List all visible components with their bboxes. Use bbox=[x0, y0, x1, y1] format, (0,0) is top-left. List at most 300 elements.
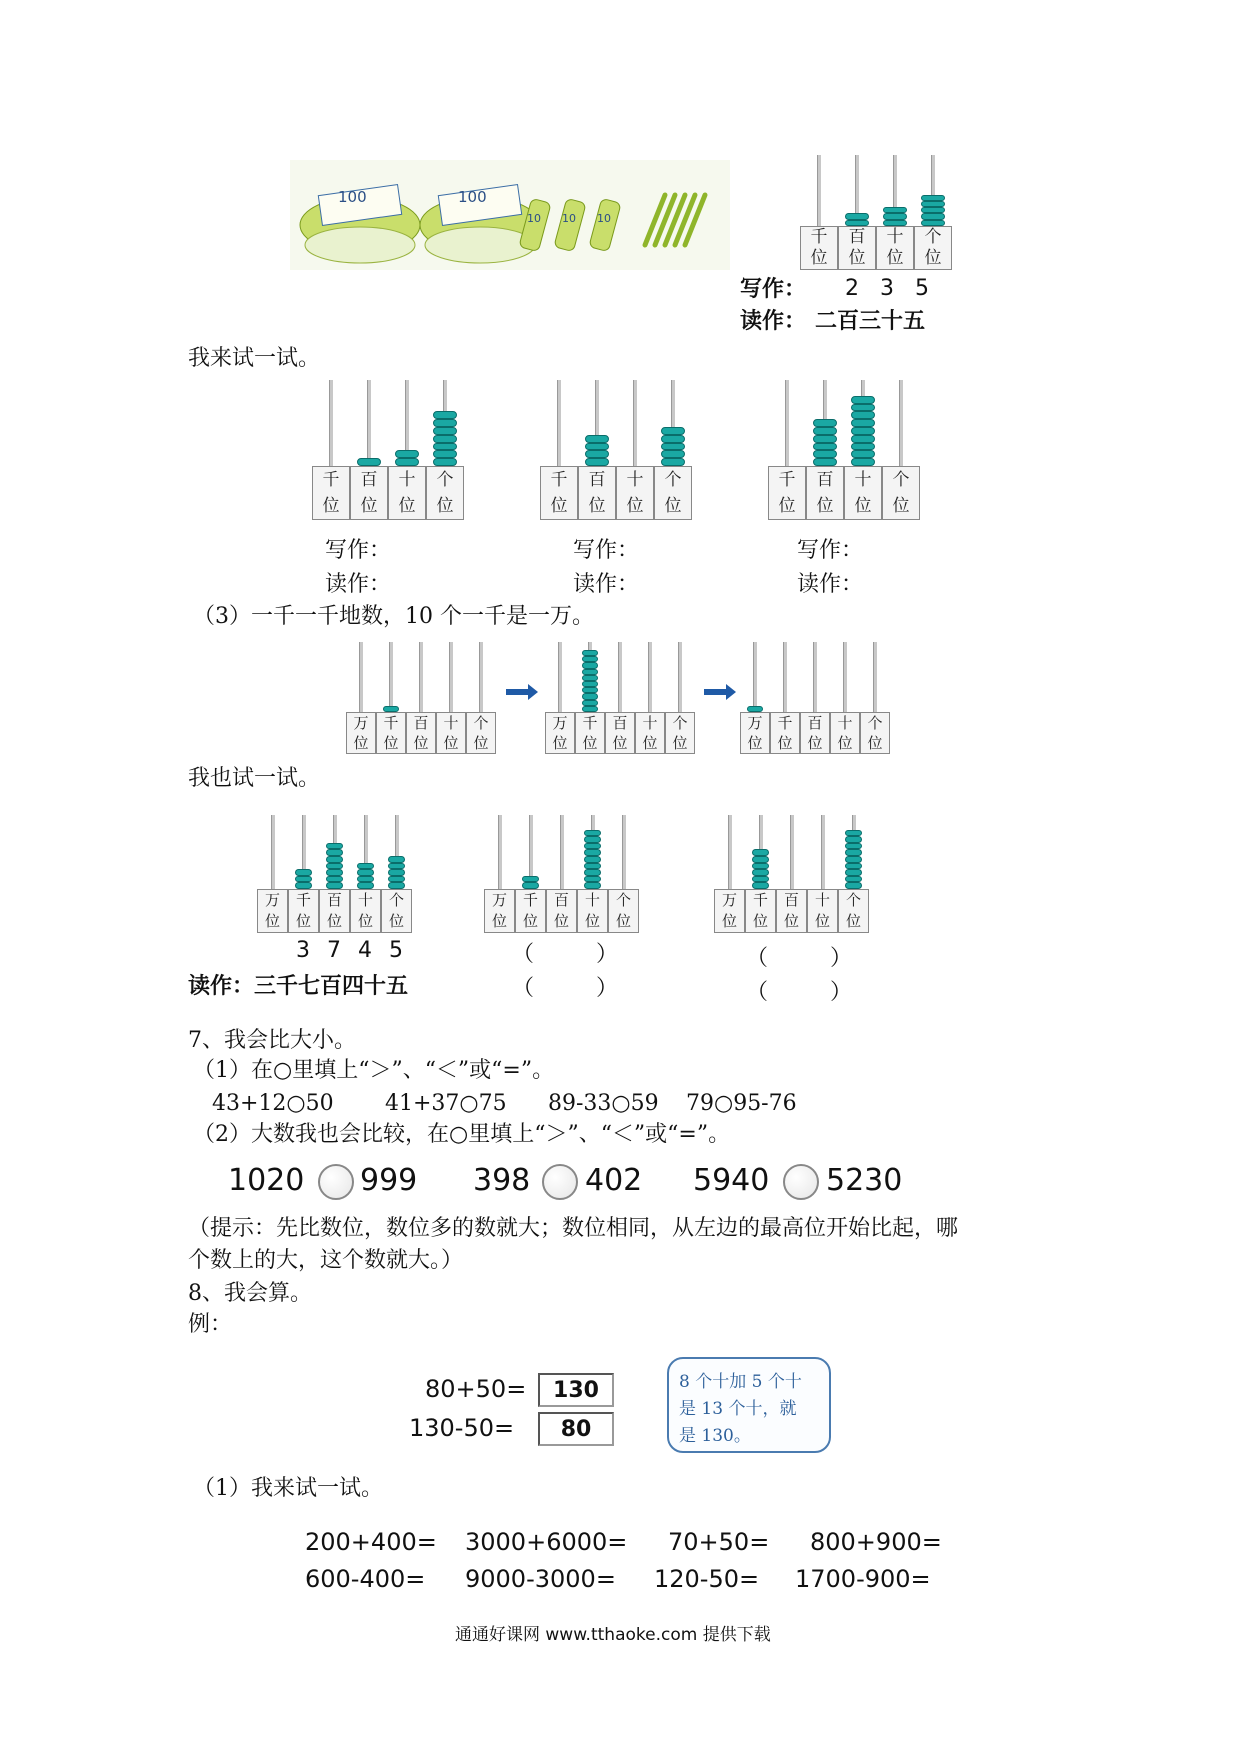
abacus-rod bbox=[785, 380, 789, 466]
abacus-bead bbox=[582, 700, 598, 706]
place-value-label: 十 位 bbox=[388, 466, 426, 520]
place-value-label: 个 位 bbox=[608, 889, 639, 933]
abacus-bead bbox=[813, 458, 837, 466]
abacus-bead bbox=[433, 435, 457, 443]
place-value-label: 个 位 bbox=[381, 889, 412, 933]
bubble-line-1: 8 个十加 5 个十 bbox=[679, 1372, 802, 1392]
abacus-rod bbox=[728, 815, 732, 889]
abacus-bead bbox=[388, 856, 405, 863]
calc-r1-1: 200+400= bbox=[305, 1528, 437, 1556]
q8-title: 8、我会算。 bbox=[188, 1281, 312, 1306]
q7-item-4: 79○95-76 bbox=[686, 1091, 797, 1116]
abacus-column bbox=[578, 380, 616, 520]
write-label: 写作： bbox=[740, 276, 807, 302]
q7-item-2: 41+37○75 bbox=[385, 1091, 507, 1116]
paren-close-c2: ） bbox=[830, 980, 853, 1005]
abacus-bead bbox=[752, 869, 769, 876]
abacus-bead bbox=[584, 830, 601, 837]
abacus-try1-b bbox=[540, 380, 692, 520]
abacus-bead bbox=[433, 443, 457, 451]
place-value-label: 万 位 bbox=[257, 889, 288, 933]
abacus-rod bbox=[271, 815, 275, 889]
abacus-rod bbox=[899, 380, 903, 466]
hint-line-1: （提示：先比数位，数位多的数就大；数位相同，从左边的最高位开始比起，哪 bbox=[188, 1216, 959, 1241]
abacus-column bbox=[376, 642, 406, 754]
abacus-column bbox=[830, 642, 860, 754]
place-value-label: 千 位 bbox=[770, 712, 800, 754]
abacus-bead bbox=[295, 869, 312, 876]
abacus-column bbox=[577, 815, 608, 933]
place-value-label: 个 位 bbox=[426, 466, 464, 520]
example-expr-1: 80+50= bbox=[425, 1375, 527, 1403]
abacus-s3-a bbox=[346, 642, 496, 754]
abacus-bead bbox=[752, 849, 769, 856]
abacus-bead bbox=[851, 411, 875, 419]
place-value-label: 百 位 bbox=[546, 889, 577, 933]
example-expr-2: 130-50= bbox=[409, 1414, 515, 1442]
abacus-bead bbox=[433, 458, 457, 466]
abacus-bead bbox=[395, 458, 419, 466]
place-value-label: 千 位 bbox=[312, 466, 350, 520]
place-value-label: 百 位 bbox=[806, 466, 844, 520]
place-value-label: 个 位 bbox=[466, 712, 496, 754]
abacus-bead bbox=[851, 443, 875, 451]
pair-2-right: 402 bbox=[585, 1163, 643, 1198]
example-digit-3: 4 bbox=[358, 938, 372, 963]
abacus-column bbox=[768, 380, 806, 520]
abacus-bead bbox=[921, 195, 945, 201]
abacus-column bbox=[806, 380, 844, 520]
abacus-rod bbox=[560, 815, 564, 889]
paren-open-c2: （ bbox=[746, 980, 769, 1005]
abacus-bead bbox=[433, 427, 457, 435]
abacus-bead bbox=[845, 876, 862, 883]
place-value-label: 个 位 bbox=[665, 712, 695, 754]
abacus-rod bbox=[329, 380, 333, 466]
abacus-bead bbox=[582, 693, 598, 699]
abacus-bead bbox=[522, 876, 539, 883]
try1-write-c: 写作： bbox=[797, 538, 864, 563]
abacus-rod bbox=[618, 642, 622, 712]
calc-r2-1: 600-400= bbox=[305, 1565, 426, 1593]
abacus-bead bbox=[585, 435, 609, 443]
abacus-bead bbox=[851, 450, 875, 458]
abacus-bead bbox=[661, 450, 685, 458]
abacus-rod bbox=[633, 380, 637, 466]
abacus-bead bbox=[845, 830, 862, 837]
abacus-rod bbox=[498, 815, 502, 889]
abacus-bead bbox=[883, 207, 907, 213]
abacus-bead bbox=[585, 458, 609, 466]
place-value-label: 十 位 bbox=[577, 889, 608, 933]
place-value-label: 百 位 bbox=[838, 226, 876, 270]
abacus-column bbox=[616, 380, 654, 520]
abacus-rod bbox=[783, 642, 787, 712]
place-value-label: 百 位 bbox=[605, 712, 635, 754]
abacus-rod bbox=[622, 815, 626, 889]
abacus-bead bbox=[433, 450, 457, 458]
abacus-bead bbox=[661, 435, 685, 443]
abacus-bead bbox=[851, 404, 875, 412]
place-value-label: 百 位 bbox=[776, 889, 807, 933]
calc-r1-3: 70+50= bbox=[668, 1528, 770, 1556]
abacus-column bbox=[800, 642, 830, 754]
try1-read-a: 读作： bbox=[325, 572, 392, 597]
pair-3-right: 5230 bbox=[826, 1163, 903, 1198]
abacus-try2-a bbox=[257, 815, 412, 933]
abacus-bead bbox=[357, 869, 374, 876]
abacus-bead bbox=[921, 201, 945, 207]
abacus-bead bbox=[661, 443, 685, 451]
abacus-bead bbox=[522, 882, 539, 889]
abacus-bead bbox=[752, 856, 769, 863]
abacus-column bbox=[860, 642, 890, 754]
place-value-label: 万 位 bbox=[740, 712, 770, 754]
place-value-label: 万 位 bbox=[545, 712, 575, 754]
abacus-bead bbox=[357, 863, 374, 870]
place-value-label: 百 位 bbox=[578, 466, 616, 520]
abacus-column bbox=[608, 815, 639, 933]
abacus-try2-c bbox=[714, 815, 869, 933]
abacus-bead bbox=[921, 207, 945, 213]
abacus-bead bbox=[845, 869, 862, 876]
paren-open-c1: （ bbox=[746, 946, 769, 971]
example-answer-2: 80 bbox=[538, 1412, 614, 1446]
abacus-bead bbox=[326, 863, 343, 870]
abacus-bead bbox=[388, 882, 405, 889]
abacus-s3-c bbox=[740, 642, 890, 754]
example-digit-2: 7 bbox=[327, 938, 341, 963]
abacus-column bbox=[484, 815, 515, 933]
abacus-bead bbox=[584, 843, 601, 850]
abacus-bead bbox=[845, 213, 869, 219]
abacus-column bbox=[426, 380, 464, 520]
abacus-rod bbox=[367, 380, 371, 466]
abacus-column bbox=[740, 642, 770, 754]
try1-write-b: 写作： bbox=[573, 538, 640, 563]
abacus-rod bbox=[449, 642, 453, 712]
abacus-column bbox=[575, 642, 605, 754]
abacus-bead bbox=[582, 681, 598, 687]
footer: 通通好课网 www.tthaoke.com 提供下载 bbox=[455, 1625, 771, 1645]
abacus-bead bbox=[582, 650, 598, 656]
abacus-try2-b bbox=[484, 815, 639, 933]
abacus-column bbox=[319, 815, 350, 933]
paren-close-b2: ） bbox=[596, 976, 619, 1001]
calc-r1-4: 800+900= bbox=[810, 1528, 942, 1556]
abacus-bead bbox=[921, 213, 945, 219]
abacus-bead bbox=[326, 876, 343, 883]
try1-read-c: 读作： bbox=[797, 572, 864, 597]
abacus-column bbox=[466, 642, 496, 754]
abacus-bead bbox=[851, 435, 875, 443]
abacus-try1-a bbox=[312, 380, 464, 520]
read-value: 二百三十五 bbox=[815, 308, 926, 334]
abacus-bead bbox=[582, 669, 598, 675]
example-digit-4: 5 bbox=[389, 938, 403, 963]
place-value-label: 十 位 bbox=[876, 226, 914, 270]
abacus-column bbox=[770, 642, 800, 754]
abacus-rod bbox=[479, 642, 483, 712]
pair-3-left: 5940 bbox=[693, 1163, 770, 1198]
section3-title: （3）一千一千地数，10 个一千是一万。 bbox=[193, 604, 594, 629]
q7-title: 7、我会比大小。 bbox=[188, 1028, 356, 1053]
abacus-column bbox=[838, 815, 869, 933]
abacus-rod bbox=[790, 815, 794, 889]
abacus-bead bbox=[584, 849, 601, 856]
abacus-column bbox=[654, 380, 692, 520]
q7-sub1: （1）在○里填上“＞”、“＜”或“=”。 bbox=[193, 1058, 555, 1083]
place-value-label: 万 位 bbox=[484, 889, 515, 933]
abacus-bead bbox=[582, 675, 598, 681]
calc-r2-4: 1700-900= bbox=[795, 1565, 931, 1593]
place-value-label: 十 位 bbox=[436, 712, 466, 754]
example-read: 读作：三千七百四十五 bbox=[188, 973, 409, 999]
abacus-column bbox=[545, 642, 575, 754]
abacus-bead bbox=[326, 849, 343, 856]
abacus-column bbox=[882, 380, 920, 520]
bubble-line-2: 是 13 个十，就 bbox=[679, 1399, 797, 1419]
abacus-rod bbox=[419, 642, 423, 712]
abacus-rod bbox=[813, 642, 817, 712]
abacus-column bbox=[807, 815, 838, 933]
abacus-rod bbox=[359, 642, 363, 712]
q8-sub1: （1）我来试一试。 bbox=[193, 1476, 383, 1501]
abacus-column bbox=[540, 380, 578, 520]
abacus-bead bbox=[883, 213, 907, 219]
place-value-label: 百 位 bbox=[319, 889, 350, 933]
pair-1-right: 999 bbox=[360, 1163, 418, 1198]
abacus-rod bbox=[678, 642, 682, 712]
abacus-bead bbox=[845, 843, 862, 850]
abacus-column bbox=[665, 642, 695, 754]
abacus-bead bbox=[357, 876, 374, 883]
abacus-column bbox=[257, 815, 288, 933]
ten-bundles bbox=[519, 198, 621, 251]
place-value-label: 千 位 bbox=[540, 466, 578, 520]
place-value-label: 十 位 bbox=[807, 889, 838, 933]
abacus-bead bbox=[582, 687, 598, 693]
abacus-bead bbox=[851, 419, 875, 427]
abacus-bead bbox=[585, 443, 609, 451]
compare-circle-2[interactable] bbox=[542, 1164, 578, 1200]
abacus-column bbox=[312, 380, 350, 520]
abacus-column bbox=[776, 815, 807, 933]
try2-title: 我也试一试。 bbox=[188, 766, 321, 791]
place-value-label: 十 位 bbox=[616, 466, 654, 520]
paren-open-b1: （ bbox=[512, 942, 535, 967]
abacus-bead bbox=[388, 863, 405, 870]
abacus-bead bbox=[851, 396, 875, 404]
abacus-s3-b bbox=[545, 642, 695, 754]
abacus-rod bbox=[558, 642, 562, 712]
abacus-bead bbox=[357, 882, 374, 889]
abacus-bead bbox=[584, 836, 601, 843]
abacus-bead bbox=[295, 876, 312, 883]
abacus-column bbox=[350, 815, 381, 933]
place-value-label: 十 位 bbox=[635, 712, 665, 754]
place-value-label: 个 位 bbox=[654, 466, 692, 520]
place-value-label: 十 位 bbox=[830, 712, 860, 754]
abacus-bead bbox=[326, 856, 343, 863]
abacus-column bbox=[876, 155, 914, 270]
abacus-bead bbox=[752, 863, 769, 870]
place-value-label: 个 位 bbox=[860, 712, 890, 754]
abacus-rod bbox=[821, 815, 825, 889]
arrow-right-icon bbox=[704, 689, 728, 695]
abacus-column bbox=[346, 642, 376, 754]
abacus-bead bbox=[584, 856, 601, 863]
try1-title: 我来试一试。 bbox=[188, 346, 321, 371]
abacus-rod bbox=[648, 642, 652, 712]
abacus-bead bbox=[357, 458, 381, 466]
abacus-bead bbox=[851, 458, 875, 466]
abacus-column bbox=[350, 380, 388, 520]
compare-circle-1[interactable] bbox=[318, 1164, 354, 1200]
bundle-label-1: 100 bbox=[338, 188, 367, 206]
try1-read-b: 读作： bbox=[573, 572, 640, 597]
place-value-label: 千 位 bbox=[768, 466, 806, 520]
calc-r2-3: 120-50= bbox=[654, 1565, 760, 1593]
abacus-try1-c bbox=[768, 380, 920, 520]
sticks-svg bbox=[290, 160, 730, 270]
place-value-label: 十 位 bbox=[844, 466, 882, 520]
abacus-column bbox=[714, 815, 745, 933]
read-label: 读作： bbox=[740, 308, 807, 334]
place-value-label: 千 位 bbox=[575, 712, 605, 754]
place-value-label: 十 位 bbox=[350, 889, 381, 933]
abacus-bead bbox=[326, 869, 343, 876]
paren-close-b1: ） bbox=[596, 942, 619, 967]
single-sticks bbox=[645, 195, 705, 245]
abacus-rod bbox=[389, 642, 393, 712]
place-value-label: 个 位 bbox=[838, 889, 869, 933]
abacus-rod bbox=[817, 155, 821, 226]
abacus-bead bbox=[326, 843, 343, 850]
abacus-bead bbox=[433, 419, 457, 427]
abacus-column bbox=[800, 155, 838, 270]
abacus-bead bbox=[851, 427, 875, 435]
abacus-bead bbox=[582, 662, 598, 668]
abacus-bead bbox=[845, 836, 862, 843]
place-value-label: 千 位 bbox=[515, 889, 546, 933]
paren-open-b2: （ bbox=[512, 976, 535, 1001]
place-value-label: 千 位 bbox=[288, 889, 319, 933]
write-digit-2: 3 bbox=[880, 276, 894, 301]
abacus-bead bbox=[433, 411, 457, 419]
abacus-bead bbox=[584, 876, 601, 883]
abacus-bead bbox=[584, 863, 601, 870]
abacus-bead bbox=[845, 882, 862, 889]
abacus-column bbox=[914, 155, 952, 270]
abacus-top-example bbox=[800, 155, 952, 270]
abacus-column bbox=[406, 642, 436, 754]
place-value-label: 百 位 bbox=[800, 712, 830, 754]
q7-sub2: （2）大数我也会比较，在○里填上“＞”、“＜”或“=”。 bbox=[193, 1122, 731, 1147]
abacus-column bbox=[381, 815, 412, 933]
abacus-column bbox=[844, 380, 882, 520]
bundle-label-2: 100 bbox=[458, 188, 487, 206]
abacus-bead bbox=[388, 869, 405, 876]
abacus-column bbox=[515, 815, 546, 933]
place-value-label: 千 位 bbox=[745, 889, 776, 933]
abacus-bead bbox=[845, 856, 862, 863]
abacus-bead bbox=[584, 869, 601, 876]
abacus-bead bbox=[845, 849, 862, 856]
place-value-label: 百 位 bbox=[406, 712, 436, 754]
bundle-label-4: 10 bbox=[562, 212, 576, 225]
arrow-right-icon bbox=[506, 689, 530, 695]
hint-line-2: 个数上的大，这个数就大。） bbox=[188, 1248, 464, 1273]
abacus-rod bbox=[753, 642, 757, 712]
abacus-rod bbox=[873, 642, 877, 712]
write-digit-3: 5 bbox=[915, 276, 929, 301]
abacus-bead bbox=[584, 882, 601, 889]
abacus-bead bbox=[395, 450, 419, 458]
place-value-label: 百 位 bbox=[350, 466, 388, 520]
abacus-bead bbox=[585, 450, 609, 458]
abacus-bead bbox=[661, 458, 685, 466]
abacus-bead bbox=[813, 427, 837, 435]
bundle-label-5: 10 bbox=[597, 212, 611, 225]
write-digit-1: 2 bbox=[845, 276, 859, 301]
abacus-bead bbox=[845, 863, 862, 870]
bundle-label-3: 10 bbox=[527, 212, 541, 225]
abacus-bead bbox=[295, 882, 312, 889]
pair-2-left: 398 bbox=[473, 1163, 531, 1198]
abacus-bead bbox=[582, 656, 598, 662]
place-value-label: 个 位 bbox=[882, 466, 920, 520]
abacus-bead bbox=[813, 443, 837, 451]
paren-close-c1: ） bbox=[830, 946, 853, 971]
place-value-label: 千 位 bbox=[376, 712, 406, 754]
place-value-label: 万 位 bbox=[346, 712, 376, 754]
example-digit-1: 3 bbox=[296, 938, 310, 963]
abacus-rod bbox=[557, 380, 561, 466]
compare-circle-3[interactable] bbox=[783, 1164, 819, 1200]
abacus-bead bbox=[661, 427, 685, 435]
abacus-bead bbox=[752, 876, 769, 883]
q7-item-1: 43+12○50 bbox=[212, 1091, 334, 1116]
abacus-bead bbox=[326, 882, 343, 889]
abacus-column bbox=[288, 815, 319, 933]
example-answer-1: 130 bbox=[538, 1373, 614, 1407]
place-value-label: 千 位 bbox=[800, 226, 838, 270]
abacus-column bbox=[546, 815, 577, 933]
abacus-column bbox=[745, 815, 776, 933]
bubble-line-3: 是 130。 bbox=[679, 1426, 751, 1446]
q8-example-label: 例： bbox=[188, 1312, 233, 1337]
calc-r1-2: 3000+6000= bbox=[465, 1528, 628, 1556]
abacus-bead bbox=[813, 450, 837, 458]
place-value-label: 个 位 bbox=[914, 226, 952, 270]
q7-item-3: 89-33○59 bbox=[548, 1091, 659, 1116]
abacus-bead bbox=[752, 882, 769, 889]
abacus-column bbox=[388, 380, 426, 520]
abacus-bead bbox=[388, 876, 405, 883]
calc-r2-2: 9000-3000= bbox=[465, 1565, 616, 1593]
abacus-rod bbox=[843, 642, 847, 712]
speech-bubble bbox=[667, 1357, 831, 1453]
abacus-column bbox=[605, 642, 635, 754]
abacus-column bbox=[838, 155, 876, 270]
sticks-illustration bbox=[290, 160, 730, 270]
abacus-bead bbox=[813, 419, 837, 427]
try1-write-a: 写作： bbox=[325, 538, 392, 563]
place-value-label: 万 位 bbox=[714, 889, 745, 933]
abacus-bead bbox=[813, 435, 837, 443]
abacus-column bbox=[436, 642, 466, 754]
